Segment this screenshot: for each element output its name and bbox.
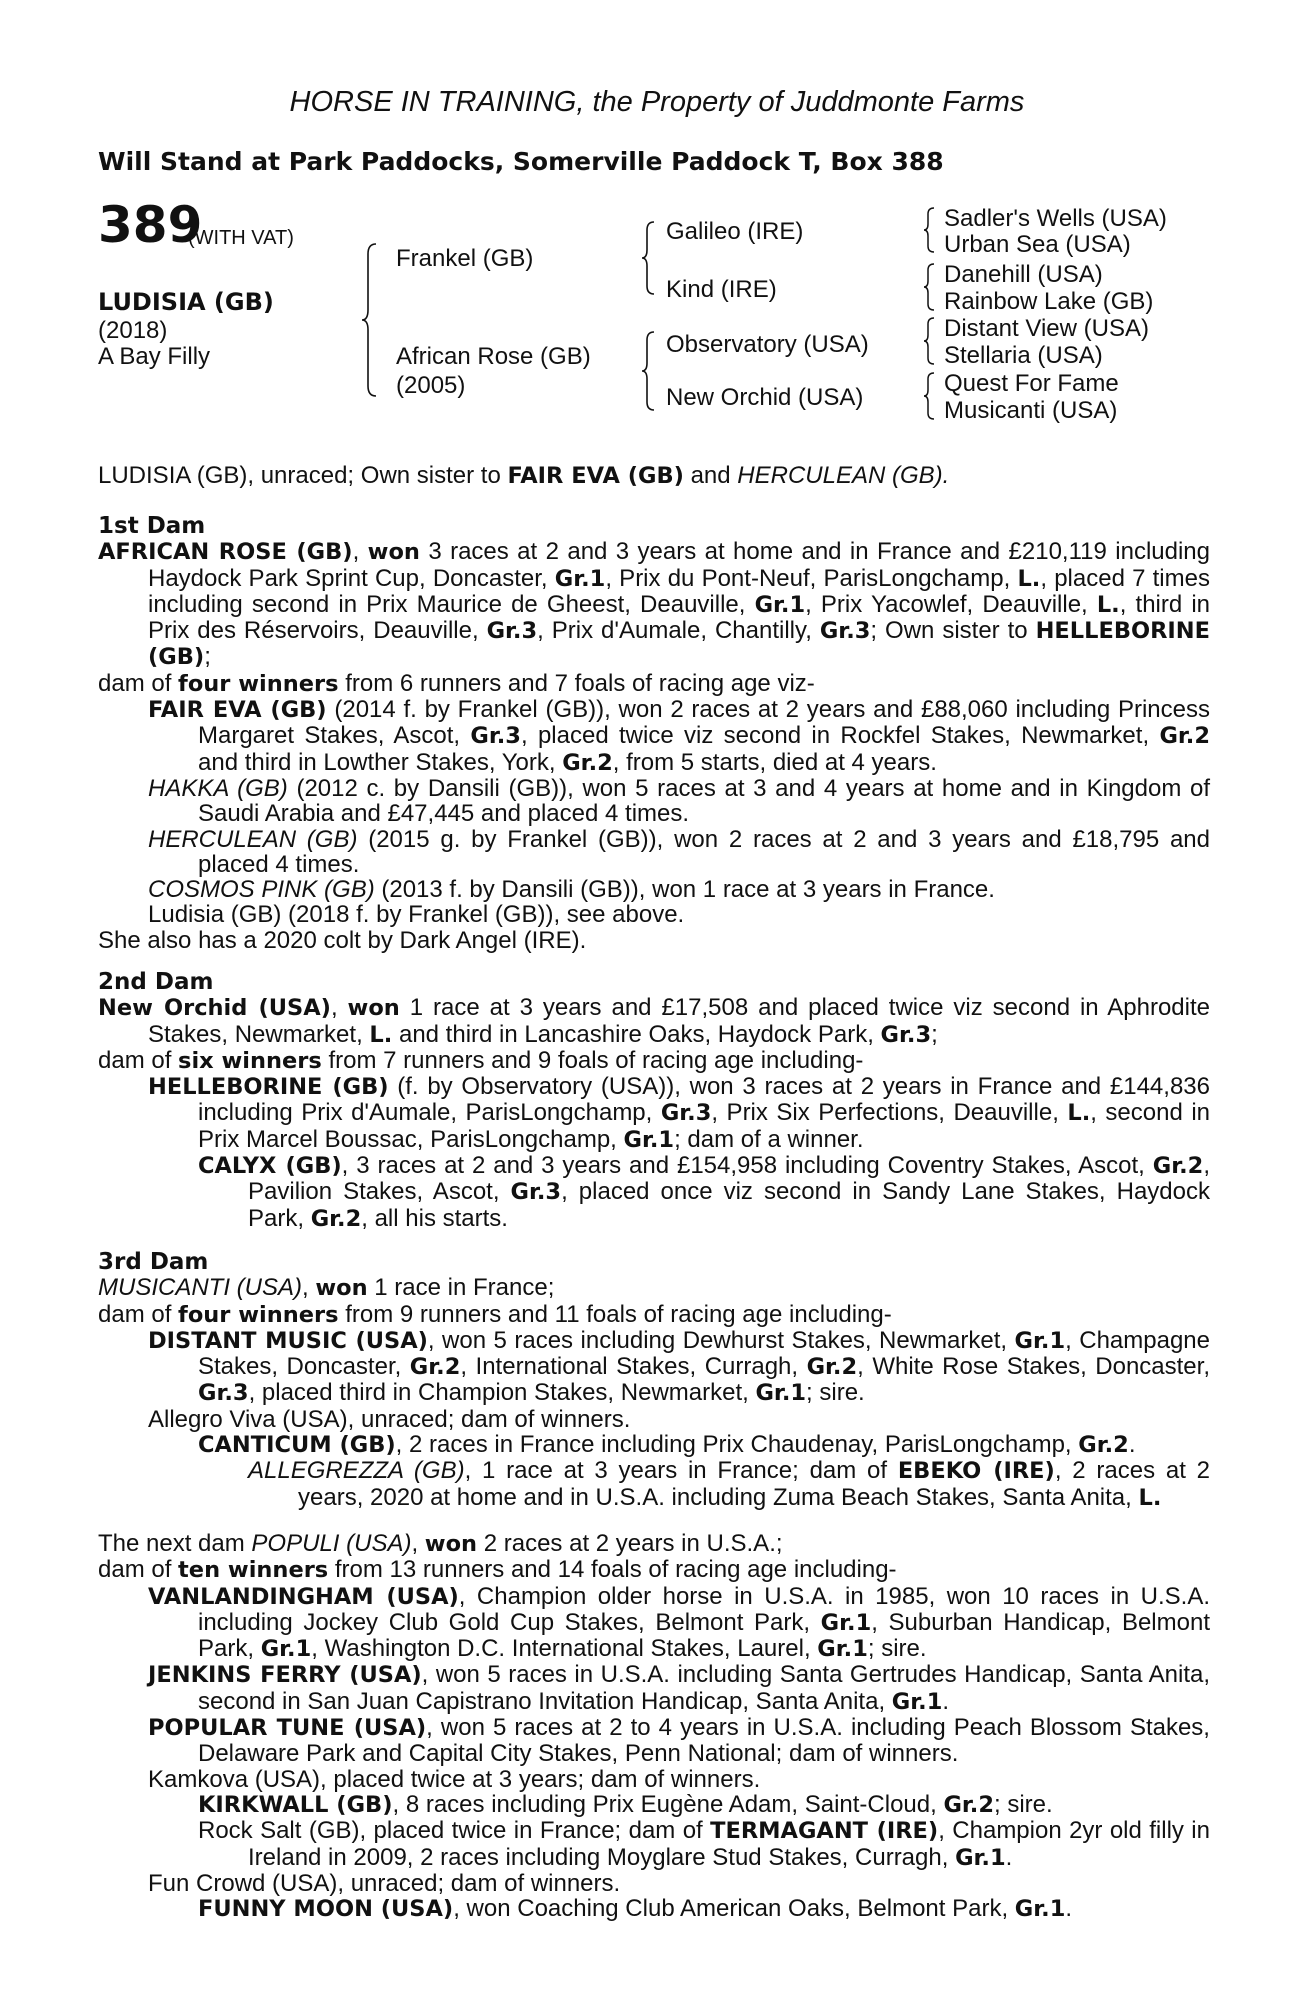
produce-text: , 1 race at 3 years in France; dam of bbox=[464, 1457, 898, 1485]
produce-entry: Kamkova (USA), placed twice at 3 years; dam of winners. bbox=[148, 1765, 761, 1793]
produce-name: POPULAR TUNE (USA) bbox=[148, 1715, 427, 1742]
pedigree-sire: Frankel (GB) bbox=[396, 245, 534, 272]
third-dam-record: MUSICANTI (USA), won 1 race in France; bbox=[98, 1274, 555, 1302]
produce-entry bbox=[98, 1328, 1210, 1407]
produce-text: , Prix Six Perfections, Deauville, bbox=[711, 1099, 1068, 1127]
pedigree-brace-g2 bbox=[922, 261, 942, 313]
intro-sibling-1: FAIR EVA (GB) bbox=[507, 463, 684, 489]
first-dam-produce-summary bbox=[98, 671, 1210, 697]
first-dam-name: AFRICAN ROSE (GB) bbox=[98, 539, 353, 566]
produce-entry bbox=[98, 1074, 1210, 1153]
produce-text: , White Rose Stakes, Doncaster, bbox=[857, 1353, 1210, 1381]
produce-entry bbox=[98, 697, 1210, 776]
produce-text: , 2 races at 2 years, 2020 at home and in U.S.A. including Zuma Beach Stakes, Santa Anita, bbox=[298, 1457, 1210, 1511]
grade-label: Gr.1 bbox=[1014, 1896, 1066, 1923]
pedigree-dam-sire: Observatory (USA) bbox=[666, 331, 869, 358]
pedigree-g3: Danehill (USA) bbox=[944, 261, 1103, 288]
record-text: ; Own sister to bbox=[870, 617, 1036, 645]
winners-count: four winners bbox=[178, 1301, 339, 1328]
produce-text: , 2 races in France including Prix Chaudenay, ParisLongchamp, bbox=[395, 1431, 1079, 1459]
second-dam-section bbox=[98, 970, 1210, 1232]
listed-label: L. bbox=[1138, 1484, 1162, 1511]
produce-text: , placed twice viz second in Rockfel Stakes, Newmarket, bbox=[520, 722, 1160, 750]
produce-offspring: TERMAGANT (IRE) bbox=[710, 1818, 939, 1845]
won-label: won bbox=[315, 1275, 368, 1302]
record-text: ; bbox=[931, 1020, 938, 1048]
produce-entry: Fun Crowd (USA), unraced; dam of winners. bbox=[148, 1869, 621, 1897]
winners-count: four winners bbox=[178, 670, 339, 697]
produce-name: CANTICUM (GB) bbox=[198, 1432, 396, 1459]
record-text: , third in Prix des Réservoirs, Deauville, bbox=[148, 590, 1211, 645]
summary-text: from 6 runners and 7 foals of racing age viz- bbox=[338, 669, 815, 697]
produce-text: . bbox=[942, 1687, 950, 1715]
grade-label: Gr.3 bbox=[660, 1100, 712, 1127]
grade-label: Gr.1 bbox=[817, 1636, 868, 1663]
pedigree-brace-sire bbox=[640, 218, 664, 298]
grade-label: Gr.1 bbox=[955, 1844, 1006, 1871]
summary-text: dam of bbox=[98, 1556, 179, 1584]
record-text: ; bbox=[204, 643, 211, 671]
second-dam-name: New Orchid (USA) bbox=[98, 995, 331, 1022]
record-text: , Prix Yacowlef, Deauville, bbox=[805, 590, 1097, 618]
produce-text: (2013 f. by Dansili (GB)), won 1 race at 3 years in France. bbox=[374, 876, 995, 904]
pedigree-dam: African Rose (GB) bbox=[396, 343, 591, 370]
produce-name: JENKINS FERRY (USA) bbox=[148, 1662, 422, 1689]
listed-label: L. bbox=[1017, 565, 1041, 592]
produce-entry bbox=[98, 1896, 1210, 1922]
grade-label: Gr.3 bbox=[470, 723, 521, 750]
first-dam-section bbox=[98, 514, 1210, 953]
second-dam-heading: 2nd Dam bbox=[98, 969, 214, 995]
produce-entry bbox=[98, 1458, 1210, 1511]
record-text: , placed 7 times including second in Prix Maurice de Gheest, Deauville, bbox=[148, 564, 1210, 618]
first-dam-heading: 1st Dam bbox=[98, 513, 206, 539]
grade-label: Gr.2 bbox=[1078, 1432, 1129, 1459]
produce-entry bbox=[98, 1584, 1210, 1663]
horse-description: A Bay Filly bbox=[98, 343, 211, 370]
produce-entry bbox=[98, 827, 1210, 878]
produce-text: , 3 races at 2 and 3 years and £154,958 including Coventry Stakes, Ascot, bbox=[341, 1152, 1153, 1180]
produce-text: . bbox=[1005, 1843, 1013, 1871]
produce-entry bbox=[98, 1715, 1210, 1767]
record-text: , bbox=[411, 1530, 425, 1557]
grade-label: Gr.1 bbox=[623, 1126, 675, 1153]
produce-text: . bbox=[1128, 1431, 1136, 1459]
produce-offspring: EBEKO (IRE) bbox=[897, 1458, 1055, 1485]
pedigree-brace-g3 bbox=[922, 315, 942, 367]
record-text: The next dam bbox=[98, 1530, 252, 1557]
produce-text: and third in Lowther Stakes, York, bbox=[198, 748, 563, 776]
pedigree-brace-g1 bbox=[922, 205, 942, 255]
sister-name: HELLEBORINE (GB) bbox=[148, 618, 1210, 671]
pedigree-g7: Quest For Fame bbox=[944, 370, 1119, 397]
winners-count: ten winners bbox=[178, 1557, 329, 1584]
third-dam-heading: 3rd Dam bbox=[98, 1249, 209, 1275]
produce-text: (f. by Observatory (USA)), won 3 races at 2 years in France and £144,836 including Prix d'Aumale, ParisLongchamp, bbox=[198, 1073, 1210, 1127]
produce-name: FUNNY MOON (USA) bbox=[198, 1896, 454, 1923]
produce-name: CALYX (GB) bbox=[198, 1153, 342, 1180]
second-dam-produce-summary bbox=[98, 1048, 1210, 1074]
second-dam-record: New Orchid (USA), won 1 race at 3 years and £17,508 and placed twice viz second in Aphrodite Stakes, Newmarket, L. and third in Lancashire Oaks, Haydock Park, Gr.3; bbox=[98, 994, 1211, 1048]
produce-name: HAKKA (GB) bbox=[148, 774, 288, 802]
record-text: 1 race in France; bbox=[367, 1274, 555, 1302]
grade-label: Gr.2 bbox=[1159, 723, 1210, 750]
produce-text: . bbox=[1065, 1895, 1073, 1923]
produce-text: , 8 races including Prix Eugène Adam, Saint-Cloud, bbox=[392, 1790, 944, 1818]
summary-text: dam of bbox=[98, 1300, 179, 1328]
pedigree-g1: Sadler's Wells (USA) bbox=[944, 205, 1167, 232]
produce-entry bbox=[98, 1818, 1210, 1871]
summary-text: from 9 runners and 11 foals of racing age including- bbox=[338, 1300, 892, 1328]
produce-entry bbox=[98, 1153, 1210, 1232]
grade-label: Gr.1 bbox=[755, 1380, 807, 1407]
grade-label: Gr.3 bbox=[819, 618, 871, 645]
summary-text: from 7 runners and 9 foals of racing age including- bbox=[321, 1046, 864, 1074]
won-label: won bbox=[424, 1531, 478, 1557]
grade-label: Gr.3 bbox=[880, 1021, 932, 1048]
pedigree-brace-dam bbox=[640, 328, 664, 414]
next-dam-name: POPULI (USA) bbox=[251, 1530, 412, 1557]
grade-label: Gr.1 bbox=[554, 565, 606, 592]
produce-text: , International Stakes, Curragh, bbox=[460, 1353, 807, 1381]
grade-label: Gr.1 bbox=[820, 1609, 872, 1636]
grade-label: Gr.2 bbox=[562, 749, 613, 776]
produce-text: ; sire. bbox=[806, 1379, 865, 1407]
record-text: 2 races at 2 years in U.S.A.; bbox=[477, 1530, 783, 1557]
produce-entry bbox=[98, 1432, 1210, 1458]
produce-text: , won Coaching Club American Oaks, Belmont Park, bbox=[453, 1895, 1015, 1923]
listed-label: L. bbox=[369, 1021, 393, 1048]
produce-text: ; dam of a winner. bbox=[674, 1125, 864, 1153]
produce-entry bbox=[98, 776, 1210, 827]
produce-text: Rock Salt (GB), placed twice in France; dam of bbox=[198, 1817, 711, 1845]
vat-label: (WITH VAT) bbox=[188, 227, 294, 249]
grade-label: Gr.3 bbox=[198, 1380, 249, 1407]
produce-text: , all his starts. bbox=[361, 1204, 508, 1232]
produce-text: ; sire. bbox=[994, 1790, 1053, 1818]
grade-label: Gr.1 bbox=[754, 591, 806, 618]
summary-text: from 13 runners and 14 foals of racing age including- bbox=[328, 1556, 897, 1584]
grade-label: Gr.3 bbox=[510, 1179, 562, 1206]
produce-name: ALLEGREZZA (GB) bbox=[248, 1457, 465, 1485]
produce-name: HERCULEAN (GB) bbox=[148, 825, 358, 853]
produce-text: , Champion 2yr old filly in Ireland in 2009, 2 races including Moyglare Stud Stakes, Curragh, bbox=[248, 1817, 1210, 1871]
grade-label: Gr.1 bbox=[1014, 1327, 1066, 1354]
won-label: won bbox=[347, 995, 400, 1022]
produce-name: KIRKWALL (GB) bbox=[198, 1791, 393, 1818]
grade-label: Gr.2 bbox=[943, 1791, 995, 1818]
produce-text: , placed third in Champion Stakes, Newmarket, bbox=[248, 1379, 756, 1407]
produce-text: , Suburban Handicap, Belmont Park, bbox=[198, 1608, 1210, 1663]
intro-line bbox=[98, 463, 1210, 489]
intro-sibling-2: HERCULEAN (GB). bbox=[737, 462, 950, 489]
record-text: 3 races at 2 and 3 years at home and in France and £210,119 including Haydock Park Sprint Cup, Doncaster, bbox=[148, 538, 1211, 592]
record-text: , Prix du Pont-Neuf, ParisLongchamp, bbox=[605, 564, 1018, 592]
third-dam-name: MUSICANTI (USA) bbox=[98, 1274, 302, 1302]
stand-location: Will Stand at Park Paddocks, Somerville Paddock T, Box 388 bbox=[98, 147, 944, 176]
won-label: won bbox=[367, 539, 420, 566]
third-dam-section bbox=[98, 1250, 1210, 1511]
pedigree-dam-dam: New Orchid (USA) bbox=[666, 384, 864, 411]
intro-text: LUDISIA (GB), unraced; Own sister to bbox=[98, 462, 508, 489]
produce-entry bbox=[98, 877, 1210, 902]
pedigree-brace-main bbox=[360, 240, 390, 400]
produce-entry bbox=[98, 1662, 1210, 1715]
produce-text: , from 5 starts, died at 4 years. bbox=[612, 748, 937, 776]
lot-number: 389 bbox=[98, 196, 203, 254]
record-text: and third in Lancashire Oaks, Haydock Park, bbox=[392, 1020, 881, 1048]
horse-name: LUDISIA (GB) bbox=[98, 288, 274, 316]
produce-text: , won 5 races in U.S.A. including Santa Gertrudes Handicap, Santa Anita, second in San Juan Capistrano Invitation Handicap, Santa Anita, bbox=[198, 1661, 1210, 1715]
pedigree-g8: Musicanti (USA) bbox=[944, 397, 1118, 424]
intro-text-2: and bbox=[683, 462, 738, 489]
pedigree-g5: Distant View (USA) bbox=[944, 315, 1149, 342]
produce-text: (2014 f. by Frankel (GB)), won 2 races at 2 years and £88,060 including Princess Margaret Stakes, Ascot, bbox=[198, 696, 1210, 750]
grade-label: Gr.2 bbox=[1152, 1153, 1204, 1180]
produce-text: , won 5 races including Dewhurst Stakes, Newmarket, bbox=[427, 1326, 1015, 1354]
produce-name: VANLANDINGHAM (USA) bbox=[148, 1583, 459, 1610]
pedigree-brace-g4 bbox=[922, 370, 942, 422]
record-text: 1 race at 3 years and £17,508 and placed twice viz second in Aphrodite Stakes, Newmarket, bbox=[148, 994, 1211, 1048]
produce-entry bbox=[98, 1792, 1210, 1818]
grade-label: Gr.3 bbox=[486, 618, 538, 645]
produce-name: FAIR EVA (GB) bbox=[148, 697, 327, 724]
produce-text: , won 5 races at 2 to 4 years in U.S.A. including Peach Blossom Stakes, Delaware Park and Capital City Stakes, Penn National; dam of winners. bbox=[198, 1714, 1210, 1768]
pedigree-dam-year: (2005) bbox=[396, 372, 466, 399]
summary-text: dam of bbox=[98, 1046, 179, 1074]
grade-label: Gr.1 bbox=[891, 1688, 943, 1715]
produce-text: (2012 c. by Dansili (GB)), won 5 races at 3 and 4 years at home and in Kingdom of Saudi Arabia and £47,445 and placed 4 times. bbox=[198, 774, 1210, 828]
first-dam-record: AFRICAN ROSE (GB), won 3 races at 2 and 3 years at home and in France and £210,119 including Haydock Park Sprint Cup, Doncaster, Gr.1, Prix du Pont-Neuf, ParisLongchamp, L., placed 7 times including second in Prix Maurice de Gheest, Deauville, Gr.1, Prix Yacowlef, Deauville, L., third in Prix des Réservoirs, Deauville, Gr.3, Prix d'Aumale, Chantilly, Gr.3; Own sister to HELLEBORINE (GB); bbox=[98, 538, 1211, 671]
pedigree-sire-dam: Kind (IRE) bbox=[666, 276, 777, 303]
produce-text: , Champion older horse in U.S.A. in 1985, won 10 races in U.S.A. including Jockey Club Gold Cup Stakes, Belmont Park, bbox=[198, 1582, 1210, 1636]
produce-entry: Ludisia (GB) (2018 f. by Frankel (GB)), see above. bbox=[148, 901, 685, 929]
produce-text: , second in Prix Marcel Boussac, ParisLongchamp, bbox=[198, 1099, 1211, 1153]
listed-label: L. bbox=[1067, 1100, 1091, 1127]
next-dam-produce-summary bbox=[98, 1557, 1210, 1583]
grade-label: Gr.2 bbox=[310, 1205, 362, 1232]
produce-note: She also has a 2020 colt by Dark Angel (IRE). bbox=[98, 926, 587, 954]
summary-text: dam of bbox=[98, 669, 179, 697]
produce-text: ; sire. bbox=[867, 1635, 927, 1663]
record-text: , Prix d'Aumale, Chantilly, bbox=[537, 617, 820, 645]
pedigree-g2: Urban Sea (USA) bbox=[944, 231, 1131, 258]
grade-label: Gr.1 bbox=[260, 1636, 312, 1663]
next-dam-section bbox=[98, 1531, 1210, 1922]
horse-year: (2018) bbox=[98, 317, 168, 344]
produce-name: HELLEBORINE (GB) bbox=[148, 1074, 389, 1101]
pedigree-sire-sire: Galileo (IRE) bbox=[666, 218, 804, 245]
page-title: HORSE IN TRAINING, the Property of Juddmonte Farms bbox=[289, 86, 1025, 118]
next-dam-record bbox=[98, 1531, 1210, 1557]
produce-text: (2015 g. by Frankel (GB)), won 2 races at 2 and 3 years and £18,795 and placed 4 times. bbox=[198, 825, 1211, 878]
produce-text: , Washington D.C. International Stakes, Laurel, bbox=[311, 1635, 818, 1663]
grade-label: Gr.2 bbox=[409, 1354, 461, 1381]
grade-label: Gr.2 bbox=[806, 1354, 858, 1381]
winners-count: six winners bbox=[178, 1047, 322, 1074]
produce-text: , Champagne Stakes, Doncaster, bbox=[198, 1326, 1210, 1381]
produce-text: , Pavilion Stakes, Ascot, bbox=[248, 1152, 1210, 1206]
produce-entry: Allegro Viva (USA), unraced; dam of winners. bbox=[148, 1405, 631, 1433]
produce-text: , placed once viz second in Sandy Lane Stakes, Haydock Park, bbox=[248, 1178, 1210, 1232]
third-dam-produce-summary bbox=[98, 1302, 1210, 1328]
produce-name: DISTANT MUSIC (USA) bbox=[148, 1327, 428, 1354]
produce-name: COSMOS PINK (GB) bbox=[148, 876, 375, 904]
pedigree-g4: Rainbow Lake (GB) bbox=[944, 288, 1154, 315]
listed-label: L. bbox=[1096, 591, 1120, 618]
pedigree-g6: Stellaria (USA) bbox=[944, 342, 1103, 369]
